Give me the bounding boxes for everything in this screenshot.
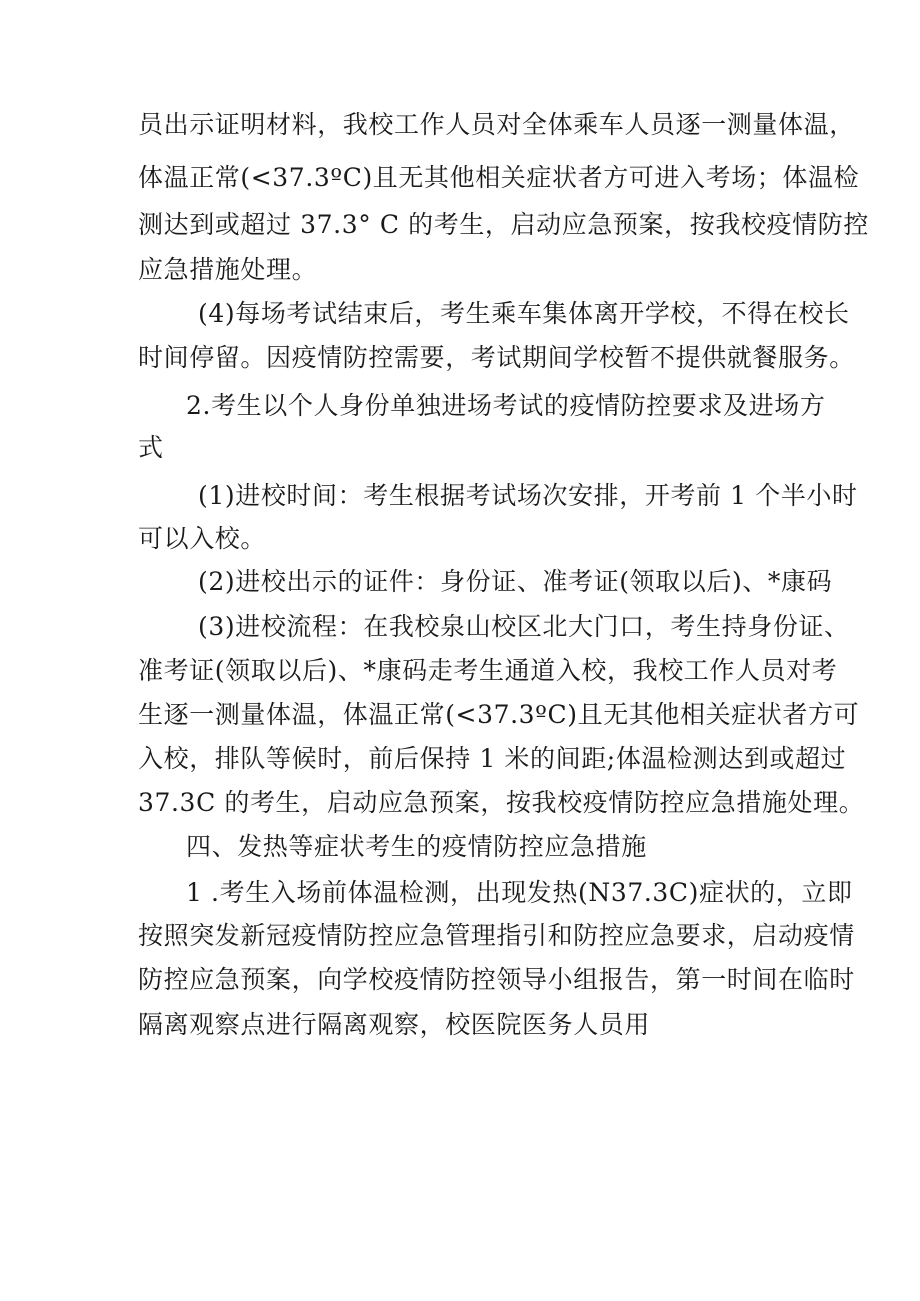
text-line: 员出示证明材料，我校工作人员对全体乘车人员逐一测量体温，	[138, 110, 855, 139]
text-line: 隔离观察点进行隔离观察，校医院医务人员用	[138, 1010, 651, 1039]
text-line: 入校，排队等候时，前后保持 1 米的间距;体温检测达到或超过	[138, 744, 847, 773]
text-line: 可以入校。	[138, 524, 267, 553]
text-line: 防控应急预案，向学校疫情防控领导小组报告，第一时间在临时	[138, 965, 855, 994]
text-line: 式	[138, 433, 164, 462]
text-line: 生逐一测量体温，体温正常(<37.3ºC)且无其他相关症状者方可	[138, 700, 860, 729]
text-line: 1 .考生入场前体温检测，出现发热(N37.3C)症状的，立即	[186, 878, 853, 907]
text-line: 37.3C 的考生，启动应急预案，按我校疫情防控应急措施处理。	[138, 788, 865, 817]
text-line: 测达到或超过 37.3° C 的考生，启动应急预案，按我校疫情防控	[138, 210, 869, 239]
text-line: 时间停留。因疫情防控需要，考试期间学校暂不提供就餐服务。	[138, 343, 855, 372]
text-line: 按照突发新冠疫情防控应急管理指引和防控应急要求，启动疫情	[138, 921, 855, 950]
text-line: 2.考生以个人身份单独进场考试的疫情防控要求及进场方	[186, 391, 826, 420]
text-line: 体温正常(<37.3ºC)且无其他相关症状者方可进入考场；体温检	[138, 163, 860, 192]
text-line: 应急措施处理。	[138, 255, 318, 284]
text-line: 准考证(领取以后)、*康码走考生通道入校，我校工作人员对考	[138, 656, 838, 685]
text-line: (3)进校流程：在我校泉山校区北大门口，考生持身份证、	[198, 612, 850, 641]
text-line: (2)进校出示的证件：身份证、准考证(领取以后)、*康码	[198, 567, 833, 596]
text-line: (4)每场考试结束后，考生乘车集体离开学校，不得在校长	[198, 299, 850, 328]
text-line: (1)进校时间：考生根据考试场次安排，开考前 1 个半小时	[198, 481, 858, 510]
section-heading: 四、发热等症状考生的疫情防控应急措施	[186, 832, 647, 861]
